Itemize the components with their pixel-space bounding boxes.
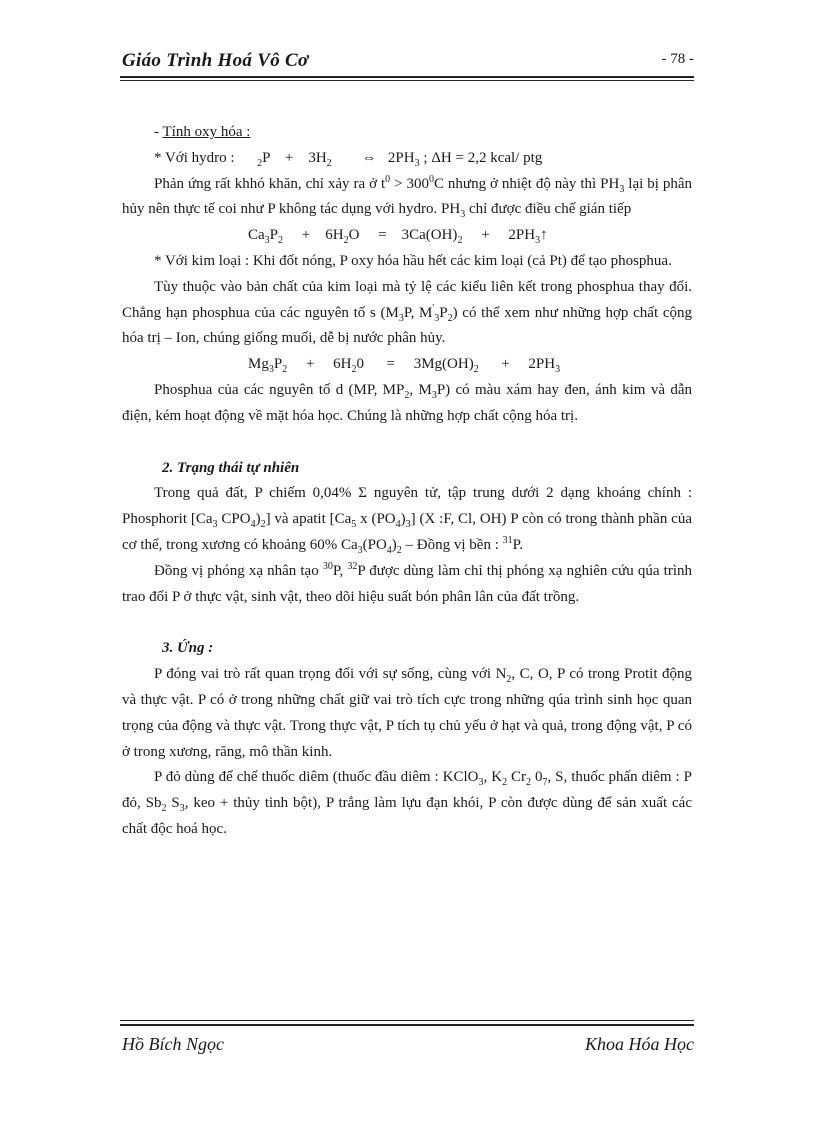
paragraph: Phosphua của các nguyên tố d (MP, $MP_2$, $M_3P$) có màu xám hay đen, ánh kim và dẫn điện, kém hoạt động về mặt hóa học. Chúng là những hợp chất cộng hóa trị. [122, 381, 692, 424]
oxy-heading: Tính oxy hóa : [162, 124, 251, 140]
footer-author: Hồ Bích Ngọc [122, 1034, 224, 1054]
paragraph: Tùy thuộc vào bản chất của kim loại mà tỷ lệ các kiểu liên kết trong phosphua thay đổi. Chẳng hạn phosphua của các nguyên tố s ($M_3P$, $M'_3P_2$) có thể xem như những hợp chất cộng hóa trị – Ion, chúng giống muối, dễ bị nước phân hủy. [122, 278, 692, 347]
section-3-title: 3. Ứng : [162, 640, 214, 657]
paragraph: Phản ứng rất khhó khăn, chỉ xảy ra ở $t^0 > 300^0C$ nhưng ở nhiệt độ này thì $PH_3$ lại bị phân hủy nên thực tế coi như P không tác dụng với hydro. $PH_3$ chỉ được điều chế gián tiếp [122, 173, 693, 221]
footer-rule-thin [120, 1020, 694, 1021]
paragraph: Đồng vị phóng xạ nhân tạo $^{30}$P, $^{32}$P được dùng làm chỉ thị phóng xạ nghiên cứu qúa trình trao đổi P ở thực vật, sinh vật, theo dõi hiệu suất bón phân lân của đất trồng. [122, 560, 692, 605]
header-rule-thin [120, 80, 694, 81]
paragraph: P đỏ dùng để chế thuốc diêm (thuốc đầu diêm : KClO$_3$, $K_2$ $Cr_2$ $0_7$, S, thuốc phấn diêm : P đỏ, $Sb_2$ $S_3$, keo + thủy tinh bột), P trắng làm lựu đạn khói, P còn được dùng để sản xuất các chất độc hoá học. [122, 769, 693, 837]
oxy-heading-line: - Tính oxy hóa : [154, 124, 251, 140]
paragraph: Trong quả đất, P chiếm 0,04% Σ nguyên tử, tập trung dưới 2 dạng khoáng chính : Phosphorit [$Ca_3$ $CPO_4)_2$] và apatit [$Ca_5$ x $(PO_4)_3$] (X :F, Cl, OH) P còn có trong thành phần của cơ thể, trong xương có khoảng 60% $Ca_3(PO_4)_2$ – Đồng vị bền : $^{31}$P. [122, 485, 692, 556]
paragraph: * Với kim loại : Khi đốt nóng, P oxy hóa hầu hết các kim loại (cả Pt) để tạo phosphua. [154, 252, 672, 269]
paragraph: P đóng vai trò rất quan trọng đối với sự sống, cùng với $N_2$, C, O, P có trong Protit động và thực vật. P có ở trong những chất giữ vai trò tích cực trong những qúa trình sinh học quan trọng của động và thực vật. Trong thực vật, P tích tụ chủ yếu ở hạt và quả, trong động vật, P có ở trong xương, răng, mô thần kinh. [122, 666, 692, 760]
footer-department: Khoa Hóa Học [585, 1034, 694, 1054]
section-2-title: 2. Trạng thái tự nhiên [162, 459, 300, 476]
header-title: Giáo Trình Hoá Vô Cơ [122, 50, 309, 71]
footer-rule [120, 1024, 694, 1026]
page-body [122, 120, 692, 843]
equation-ca3p2: $Ca_3P_2$ + $6H_2O$ = $3Ca(OH)_2$ + $2PH_3↑$ [248, 227, 548, 247]
page-number: - 78 - [661, 51, 694, 67]
equation-mg3p2: $Mg_3P_2$ + $6H_20$ = $3Mg(OH)_2$ + $2PH_3$ [248, 356, 561, 376]
hydro-reaction: * Với hydro : $_2$P + $3H_2$ ⇔ $2PH_3$ ; ΔH = 2,2 kcal/ ptg [154, 149, 543, 169]
header-rule [120, 76, 694, 78]
